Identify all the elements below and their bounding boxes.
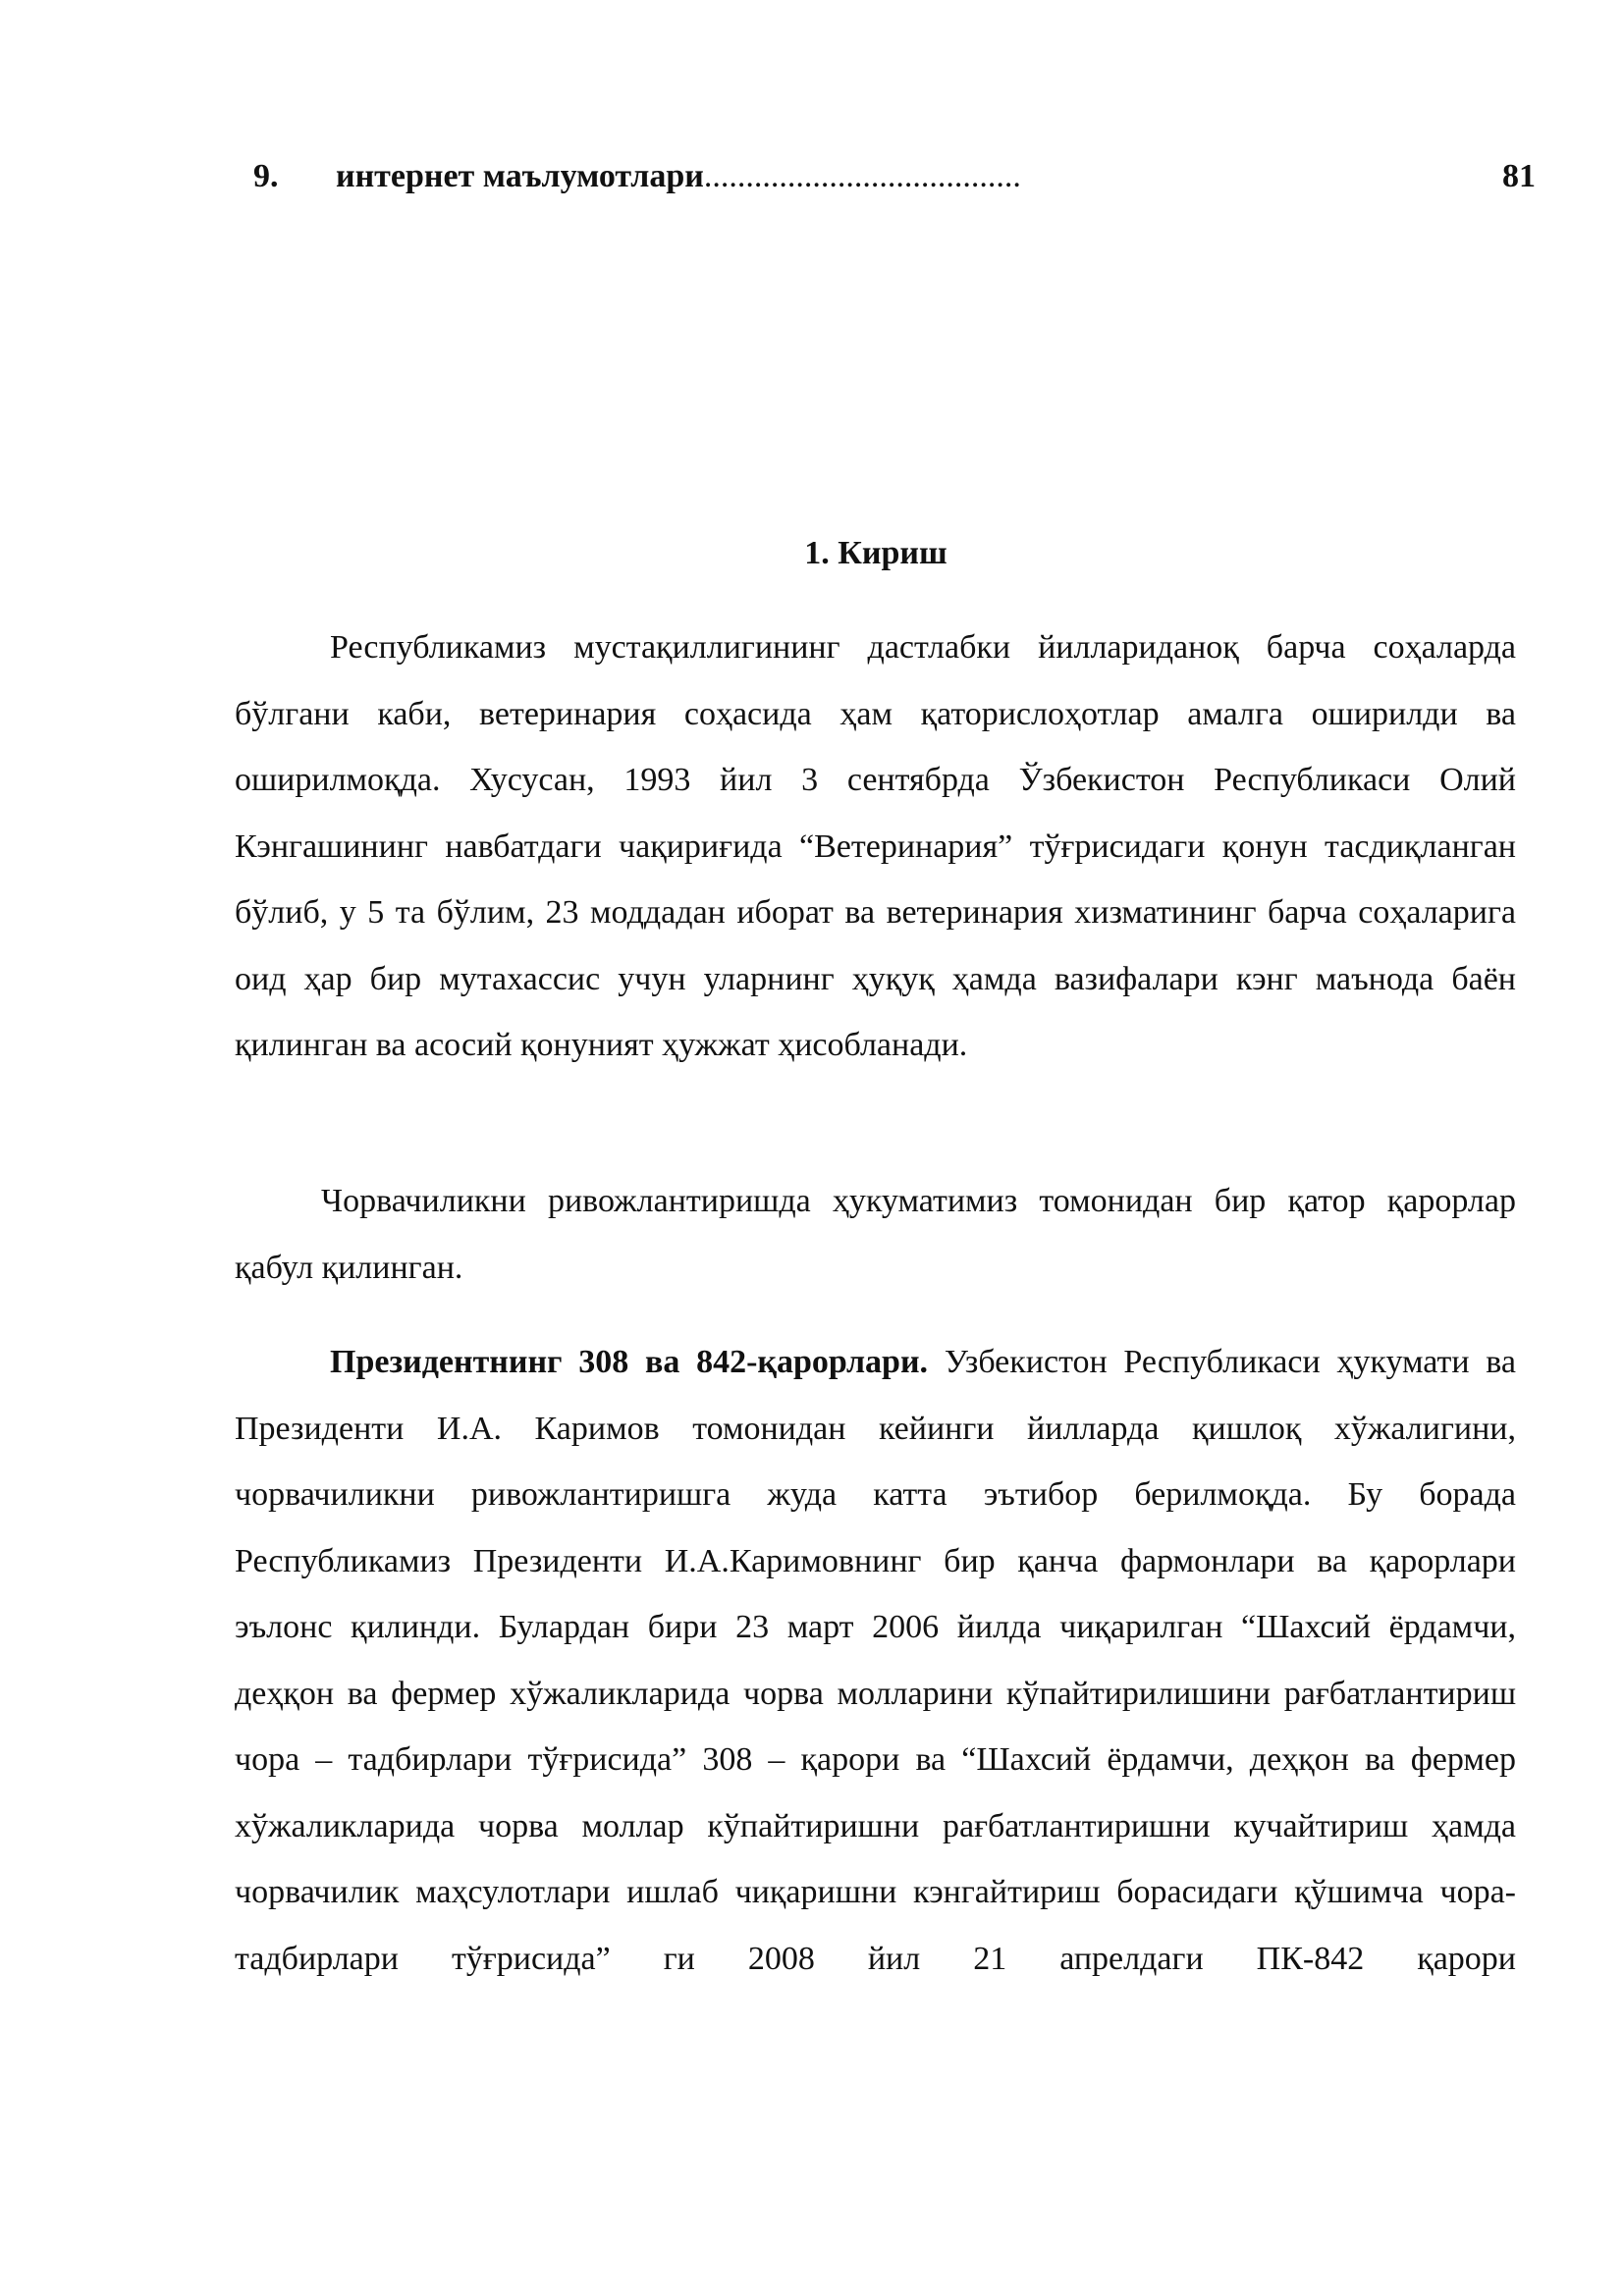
paragraph-resolutions (235, 1329, 1516, 1992)
toc-entry-number: 9. (253, 158, 279, 194)
toc-entry (253, 152, 1536, 201)
paragraph-livestock (235, 1168, 1516, 1301)
paragraph-intro (235, 614, 1516, 1079)
paragraph-intro-text: Республикамиз мустақиллигининг дастлабки йиллариданоқ барча соҳаларда бўлгани каби, ветеринария соҳасида ҳам қаторислоҳотлар амалга оширилди ва оширилмоқда. Хусусан, 1993 йил 3 сентябрда Ўзбекистон Республикаси Олий Кэнгашининг навбатдаги чақириғида “Ветеринария” тўғрисидаги қонун тасдиқланган бўлиб, у 5 та бўлим, 23 моддадан иборат ва ветеринария хизматининг барча соҳаларига оид ҳар бир мутахассис учун уларнинг ҳуқуқ ҳамда вазифалари кэнг маънода баён қилинган ва асосий қонуният ҳужжат ҳисобланади. (235, 629, 1516, 1063)
paragraph-resolutions-lead: Президентнинг 308 ва 842-қарорлари. (330, 1344, 929, 1380)
section-heading: 1. Кириш (804, 535, 947, 571)
toc-entry-page-number: 81 (1502, 158, 1536, 194)
toc-entry-leader-dots: ...................................... (703, 158, 1021, 194)
toc-entry-title-wrap (336, 152, 1021, 201)
paragraph-livestock-text: Чорвачиликни ривожлантиришда ҳукуматимиз томонидан бир қатор қарорлар қабул қилинган. (235, 1183, 1516, 1286)
toc-entry-title: интернет маълумотлари (336, 158, 704, 194)
paragraph-resolutions-text: Узбекистон Республикаси ҳукумати ва Президенти И.А. Каримов томонидан кейинги йилларда қишлоқ хўжалигини, чорвачиликни ривожлантиришга жуда катта эътибор берилмоқда. Бу борада Республикамиз Президенти И.А.Каримовнинг бир қанча фармонлари ва қарорлари эълонс қилинди. Булардан бири 23 март 2006 йилда чиқарилган “Шахсий ёрдамчи, деҳқон ва фермер хўжаликларида чорва молларини кўпайтирилишини рағбатлантириш чора – тадбирлари тўғрисида” 308 – қарори ва “Шахсий ёрдамчи, деҳқон ва фермер хўжаликларида чорва моллар кўпайтиришни рағбатлантиришни кучайтириш ҳамда чорвачилик маҳсулотлари ишлаб чиқаришни кэнгайтириш борасидаги қўшимча чора-тадбирлари тўғрисида” ги 2008 йил 21 апрелдаги ПК-842 қарори (235, 1344, 1516, 1977)
